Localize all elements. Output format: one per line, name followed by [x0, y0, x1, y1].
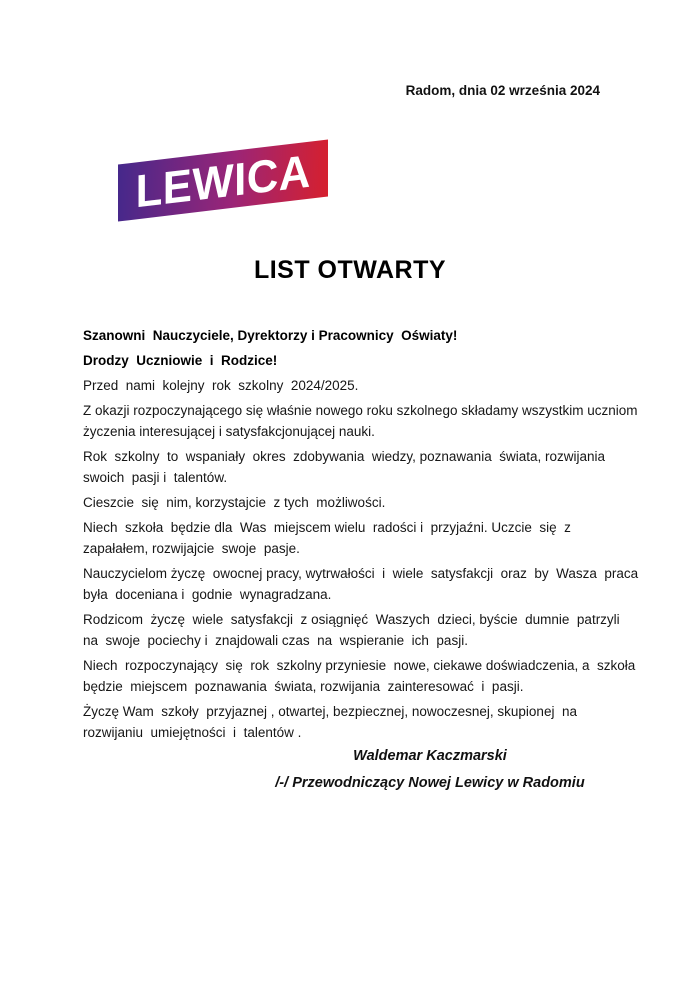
- paragraph: [83, 701, 643, 743]
- body-line: zapałałem, rozwijajcie swoje pasje.: [83, 541, 300, 556]
- body-line: życzenia interesującej i satysfakcjonującej nauki.: [83, 424, 375, 439]
- paragraph: [83, 375, 643, 396]
- body-line: Cieszcie się nim, korzystajcie z tych możliwości.: [83, 495, 386, 510]
- signature-block: [225, 748, 635, 791]
- body-line: była doceniana i godnie wynagradzana.: [83, 587, 332, 602]
- signature-role: /-/ Przewodniczący Nowej Lewicy w Radomiu: [275, 775, 585, 791]
- body-line: będzie miejscem poznawania świata, rozwijania zainteresować i pasji.: [83, 679, 524, 694]
- letter-body: [83, 325, 643, 747]
- body-line: Niech rozpoczynający się rok szkolny przyniesie nowe, ciekawe doświadczenia, a szkoła: [83, 658, 636, 673]
- paragraph: [83, 492, 643, 513]
- paragraph-salutation-teachers: [83, 325, 643, 346]
- paragraph: [83, 400, 643, 442]
- body-line: Przed nami kolejny rok szkolny 2024/2025.: [83, 378, 359, 393]
- body-line: Niech szkoła będzie dla Was miejscem wielu radości i przyjaźni. Uczcie się z: [83, 520, 571, 535]
- paragraph: [83, 517, 643, 559]
- body-line: Z okazji rozpoczynającego się właśnie nowego roku szkolnego składamy wszystkim uczniom: [83, 403, 638, 418]
- lewica-logo-text: LEWICA: [135, 144, 311, 217]
- body-line: na swoje pociechy i znajdowali czas na wspieranie ich pasji.: [83, 633, 468, 648]
- paragraph: [83, 655, 643, 697]
- paragraph: [83, 563, 643, 605]
- body-line: swoich pasji i talentów.: [83, 470, 228, 485]
- page-title: LIST OTWARTY: [253, 256, 447, 284]
- signature-name: Waldemar Kaczmarski: [353, 748, 507, 764]
- paragraph-salutation-students: [83, 350, 643, 371]
- lewica-logo: [118, 139, 328, 221]
- body-line: Szanowni Nauczyciele, Dyrektorzy i Pracownicy Oświaty!: [83, 328, 458, 343]
- date-line: Radom, dnia 02 września 2024: [405, 83, 600, 98]
- body-line: Życzę Wam szkoły przyjaznej , otwartej, bezpiecznej, nowoczesnej, skupionej na: [83, 704, 577, 719]
- body-line: Rok szkolny to wspaniały okres zdobywania wiedzy, poznawania świata, rozwijania: [83, 449, 605, 464]
- paragraph: [83, 446, 643, 488]
- paragraph: [83, 609, 643, 651]
- body-line: Nauczycielom życzę owocnej pracy, wytrwałości i wiele satysfakcji oraz by Wasza praca: [83, 566, 639, 581]
- body-line: Rodzicom życzę wiele satysfakcji z osiągnięć Waszych dzieci, byście dumnie patrzyli: [83, 612, 620, 627]
- body-line: rozwijaniu umiejętności i talentów .: [83, 725, 302, 740]
- body-line: Drodzy Uczniowie i Rodzice!: [83, 353, 278, 368]
